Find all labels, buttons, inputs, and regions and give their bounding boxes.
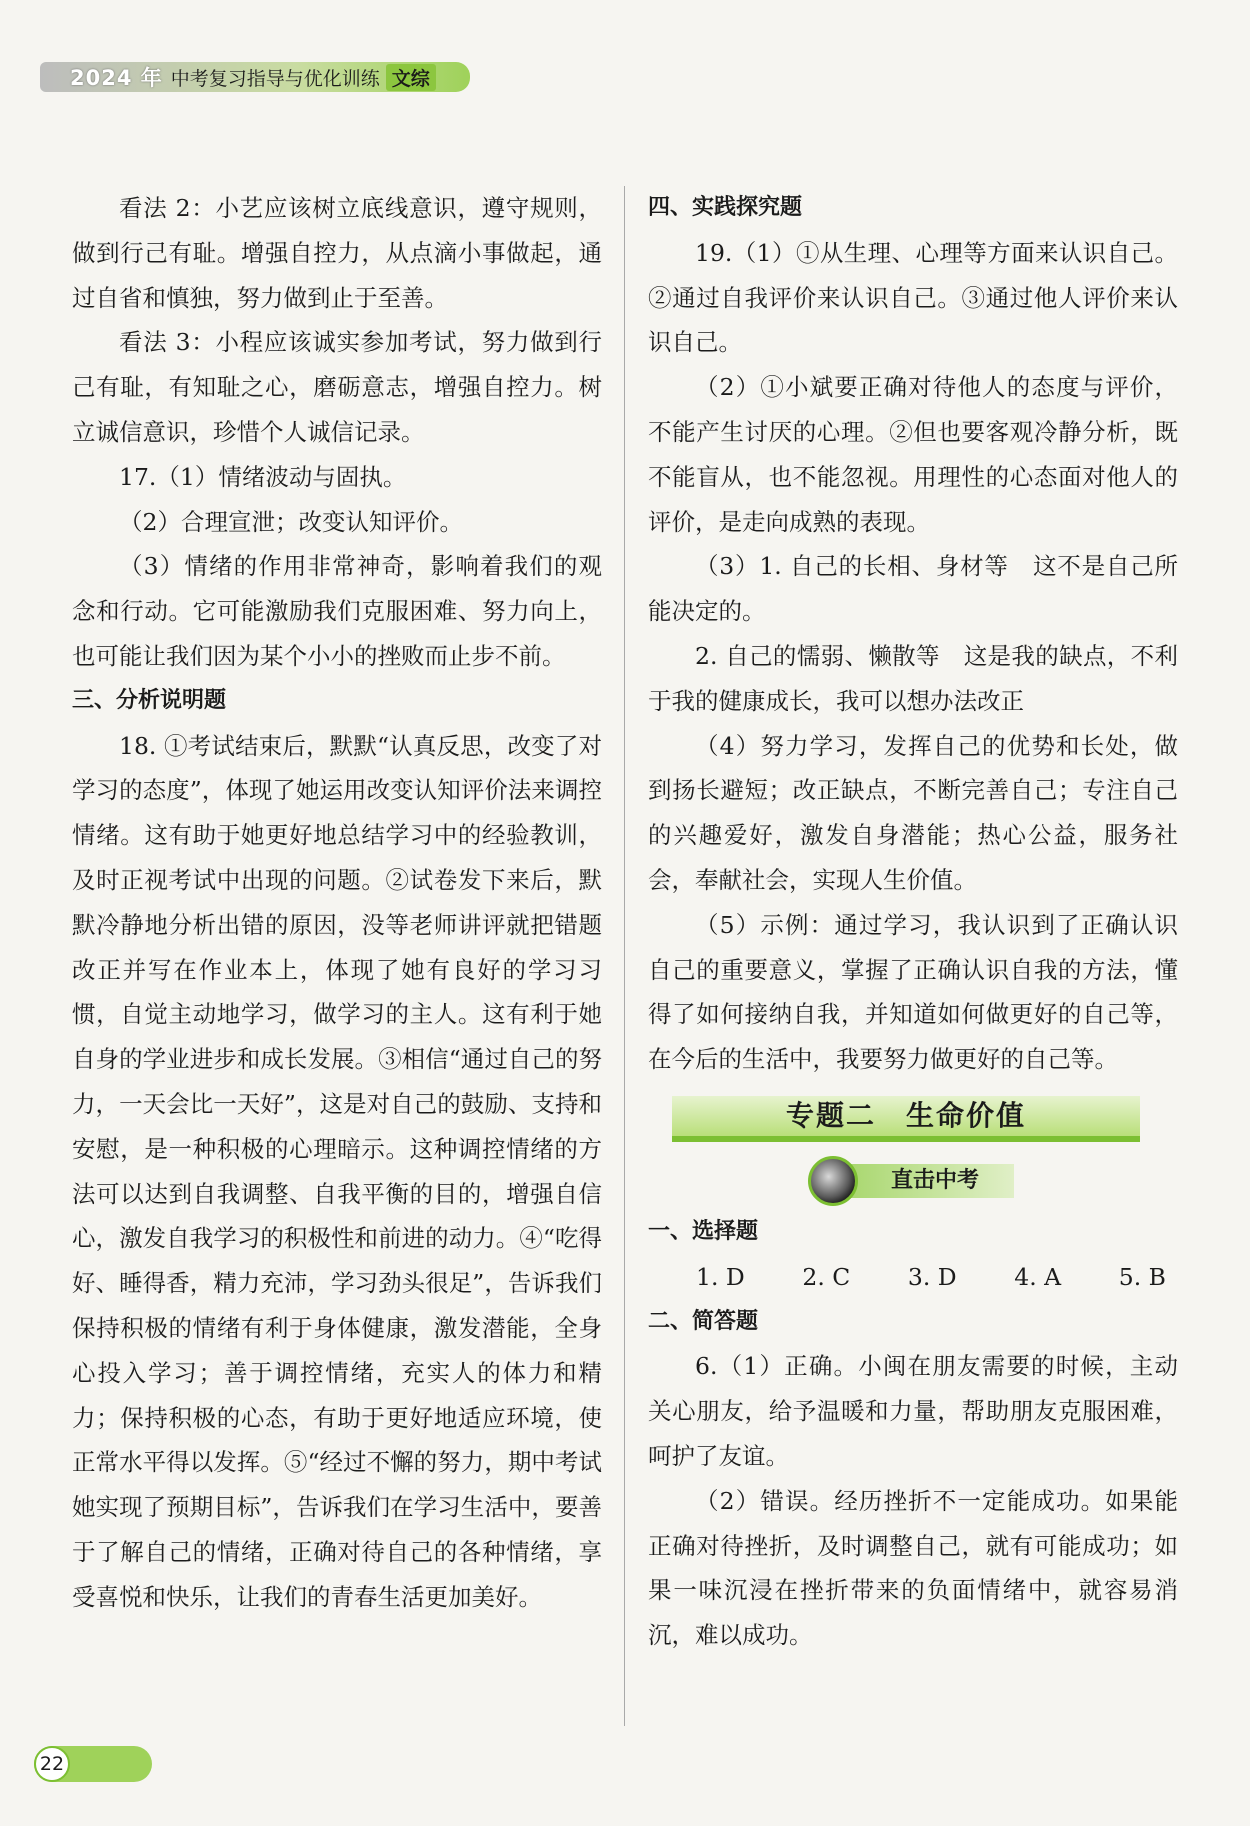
header-subject: 文综	[386, 64, 436, 91]
answer-17-3: （3）情绪的作用非常神奇，影响着我们的观念和行动。它可能激励我们克服困难、努力向上，也可能让我们因为某个小小的挫败而止步不前。	[72, 552, 602, 670]
choice-answer: 4. A	[1014, 1262, 1062, 1291]
left-column	[72, 186, 602, 1620]
section-heading-choice: 一、选择题	[648, 1218, 759, 1244]
choice-answers	[648, 1255, 1178, 1300]
section-heading-short-answer: 二、简答题	[648, 1308, 759, 1334]
page-header	[40, 62, 436, 92]
badge-label: 直击中考	[838, 1164, 1014, 1198]
answer-19-3b: 2. 自己的懦弱、懒散等 这是我的缺点，不利于我的健康成长，我可以想办法改正	[648, 641, 1178, 715]
right-column	[648, 186, 1178, 1658]
answer-6-1: 6.（1）正确。小闽在朋友需要的时候，主动关心朋友，给予温暖和力量，帮助朋友克服困难，呵护了友谊。	[648, 1352, 1178, 1470]
answer-19-3a: （3）1. 自己的长相、身材等 这不是自己所能决定的。	[648, 552, 1178, 626]
badge-circle-icon	[808, 1156, 858, 1206]
header-title: 中考复习指导与优化训练	[170, 67, 380, 90]
opinion-2: 看法 2：小艺应该树立底线意识，遵守规则，做到行己有耻。增强自控力，从点滴小事做起，通过自省和慎独，努力做到止于至善。	[72, 194, 602, 312]
section-heading-analysis: 三、分析说明题	[72, 687, 227, 713]
page-number-tab	[34, 1746, 152, 1782]
choice-answer: 3. D	[907, 1262, 957, 1291]
answer-19-4: （4）努力学习，发挥自己的优势和长处，做到扬长避短；改正缺点，不断完善自己；专注自己的兴趣爱好，激发自身潜能；热心公益，服务社会，奉献社会，实现人生价值。	[648, 731, 1178, 894]
answer-19-5: （5）示例：通过学习，我认识到了正确认识自己的重要意义，掌握了正确认识自我的方法，懂得了如何接纳自我，并知道如何做更好的自己等，在今后的生活中，我要努力做更好的自己等。	[648, 910, 1178, 1074]
choice-answer: 1. D	[696, 1262, 745, 1291]
page-number: 22	[34, 1746, 70, 1782]
section-heading-practice: 四、实践探究题	[648, 195, 803, 220]
choice-answer: 2. C	[802, 1262, 851, 1291]
choice-answer: 5. B	[1118, 1262, 1166, 1291]
answer-17-2: （2）合理宣泄；改变认知评价。	[119, 507, 463, 536]
topic-banner: 专题二 生命价值	[672, 1096, 1140, 1142]
answer-6-2: （2）错误。经历挫折不一定能成功。如果能正确对待挫折，及时调整自己，就有可能成功；如果一味沉浸在挫折带来的负面情绪中，就容易消沉，难以成功。	[648, 1486, 1178, 1650]
opinion-3: 看法 3：小程应该诚实参加考试，努力做到行己有耻，有知耻之心，磨砺意志，增强自控力。树立诚信意识，珍惜个人诚信记录。	[72, 328, 602, 446]
answer-18: 18. ①考试结束后，默默“认真反思，改变了对学习的态度”，体现了她运用改变认知评价法来调控情绪。这有助于她更好地总结学习中的经验教训，及时正视考试中出现的问题。②试卷发下来后，默默冷静地分析出错的原因，没等老师讲评就把错题改正并写在作业本上，体现了她有良好的学习习惯，自觉主动地学习，做学习的主人。这有利于她自身的学业进步和成长发展。③相信“通过自己的努力，一天会比一天好”，这是对自己的鼓励、支持和安慰，是一种积极的心理暗示。这种调控情绪的方法可以达到自我调整、自我平衡的目的，增强自信心，激发自我学习的积极性和前进的动力。④“吃得好、睡得香，精力充沛，学习劲头很足”，告诉我们保持积极的情绪有利于身体健康，激发潜能，全身心投入学习；善于调控情绪，充实人的体力和精力；保持积极的心态，有助于更好地适应环境，使正常水平得以发挥。⑤“经过不懈的努力，期中考试她实现了预期目标”，告诉我们在学习生活中，要善于了解自己的情绪，正确对待自己的各种情绪，享受喜悦和快乐，让我们的青春生活更加美好。	[72, 731, 602, 1611]
answer-17-1: 17.（1）情绪波动与固执。	[119, 462, 407, 491]
column-divider	[624, 186, 625, 1726]
answer-19-2: （2）①小斌要正确对待他人的态度与评价，不能产生讨厌的心理。②但也要客观冷静分析，既不能盲从，也不能忽视。用理性的心态面对他人的评价，是走向成熟的表现。	[648, 373, 1178, 536]
answer-19-1: 19.（1）①从生理、心理等方面来认识自己。②通过自我评价来认识自己。③通过他人评价来认识自己。	[648, 238, 1178, 357]
section-badge	[808, 1156, 1020, 1206]
header-year: 2024 年	[70, 66, 163, 90]
